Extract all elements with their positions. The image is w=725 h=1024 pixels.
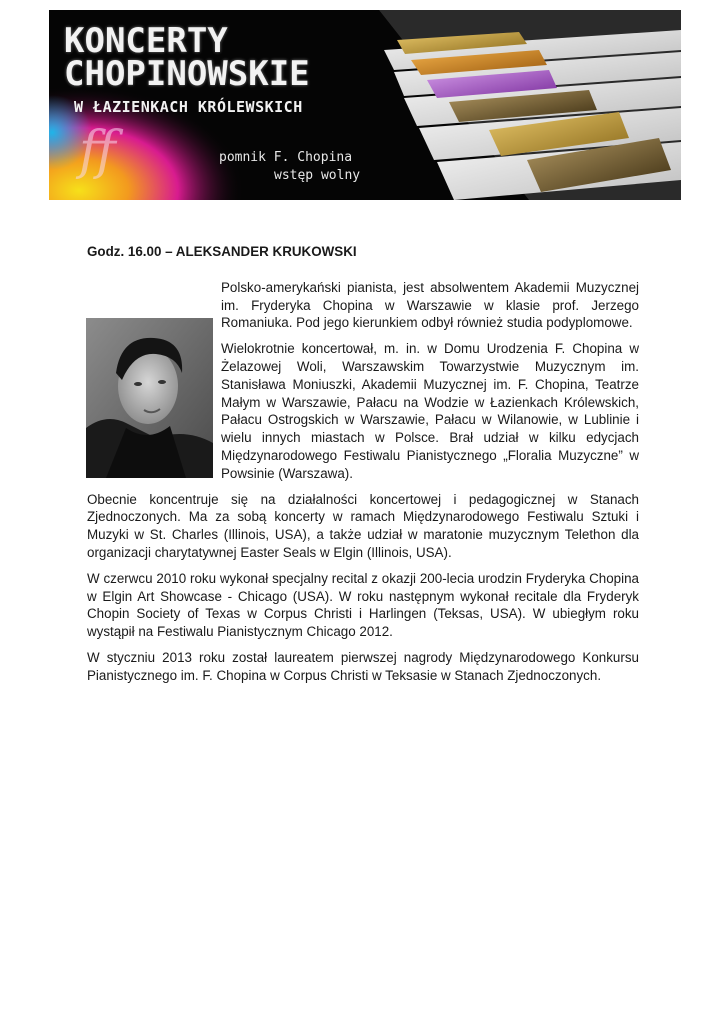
event-banner xyxy=(49,10,681,200)
concert-heading: Godz. 16.00 – ALEKSANDER KRUKOWSKI xyxy=(87,244,357,259)
ff-logo: ff xyxy=(79,121,116,181)
bio-paragraph-3: Obecnie koncentruje się na działalności koncertowej i pedagogicznej w Stanach Zjednoczonych. Ma za sobą koncerty w ramach Międzynarodowego Festiwalu Sztuki i Muzyki w St. Charles (Illinois, USA), a także udział w maratonie muzycznym Telethon dla organizacji charytatywnej Easter Seals w Elgin (Illinois, USA). xyxy=(87,491,639,560)
banner-place: pomnik F. Chopina xyxy=(219,150,353,165)
banner-title-line2: CHOPINOWSKIE xyxy=(64,54,310,94)
banner-title-line1: KONCERTY xyxy=(64,21,228,61)
banner-subtitle: W ŁAZIENKACH KRÓLEWSKICH xyxy=(74,98,303,116)
bio-paragraph-1: Polsko-amerykański pianista, jest absolwentem Akademii Muzycznej im. Fryderyka Chopina w Warszawie w klasie prof. Jerzego Romaniuka. Pod jego kierunkiem odbył również studia podyplomowe. xyxy=(221,279,639,331)
article xyxy=(87,243,639,693)
banner-entry: wstęp wolny xyxy=(274,168,361,183)
bio-paragraph-5: W styczniu 2013 roku został laureatem pierwszej nagrody Międzynarodowego Konkursu Pianistycznego im. F. Chopina w Corpus Christi w Teksasie w Stanach Zjednoczonych. xyxy=(87,649,639,683)
bio-paragraph-4: W czerwcu 2010 roku wykonał specjalny recital z okazji 200-lecia urodzin Fryderyka Chopina w Elgin Art Showcase - Chicago (USA). W roku następnym wykonał recitale dla Fryderyk Chopin Society of Texas w Corpus Christi i Harlingen (Teksas, USA). W ubiegłym roku wystąpił na Festiwalu Pianistycznym Chicago 2012. xyxy=(87,570,639,640)
banner-title xyxy=(64,21,310,94)
bio-paragraph-2: Wielokrotnie koncertował, m. in. w Domu Urodzenia F. Chopina w Żelazowej Woli, Warszawskim Towarzystwie Muzycznym im. Stanisława Moniuszki, Akademii Muzycznej im. F. Chopina, Teatrze Małym w Warszawie, Pałacu na Wodzie w Łazienkach Królewskich, Pałacu Ostrogskich w Warszawie, Pałacu w Wilanowie, w Lublinie i wielu innych miastach w Polsce. Brał udział w kilku edycjach Międzynarodowego Festiwalu Pianistycznego „Floralia Muzyczne” w Powsinie (Warszawa). xyxy=(221,341,639,481)
portrait-image xyxy=(86,318,213,478)
pianist-photo xyxy=(86,318,213,478)
